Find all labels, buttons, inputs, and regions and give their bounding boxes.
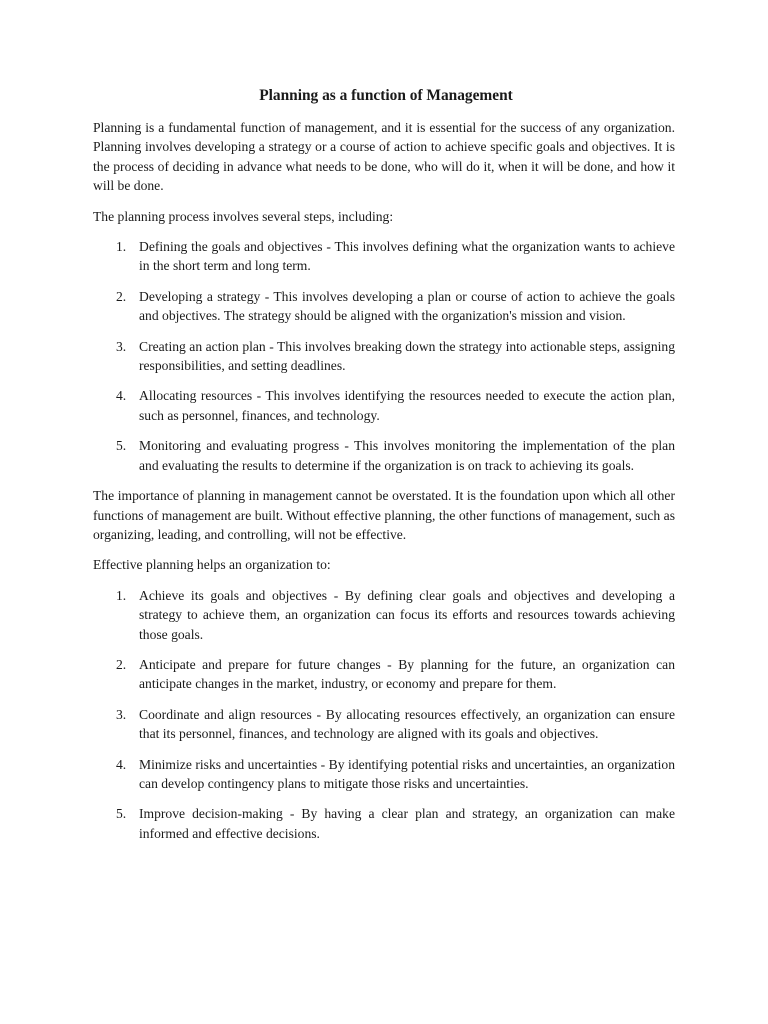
list-item-number: 2. [116, 656, 127, 672]
list-item-number: 4. [116, 756, 127, 772]
list-item [93, 337, 675, 376]
list-item-number: 3. [116, 338, 127, 354]
planning-benefits-list [93, 586, 675, 843]
list-item-text: Creating an action plan - This involves breaking down the strategy into actionable steps, assigning responsibilities, and setting deadlines. [139, 338, 675, 374]
list-item-text: Anticipate and prepare for future changes - By planning for the future, an organization can anticipate changes in the market, industry, or economy and prepare for them. [139, 656, 675, 692]
intro-paragraph: Planning is a fundamental function of management, and it is essential for the success of any organization. Planning involves developing a strategy or a course of action to achieve specific goals and objectives. It is the process of deciding in advance what needs to be done, who will do it, when it will be done, and how it will be done. [93, 120, 675, 194]
planning-steps-list [93, 237, 675, 475]
document-page [93, 86, 675, 854]
list-item [93, 705, 675, 744]
list-item-text: Achieve its goals and objectives - By defining clear goals and objectives and developing a strategy to achieve them, an organization can focus its efforts and resources towards achieving those goals. [139, 587, 675, 642]
list-item-text: Allocating resources - This involves identifying the resources needed to execute the action plan, such as personnel, finances, and technology. [139, 388, 675, 423]
list-item [93, 655, 675, 694]
benefits-heading: Effective planning helps an organization to: [93, 557, 331, 573]
list-item-number: 2. [116, 288, 127, 304]
list-item [93, 386, 675, 425]
list-item-number: 5. [116, 438, 127, 454]
list-item-number: 5. [116, 806, 127, 822]
importance-paragraph: The importance of planning in management cannot be overstated. It is the foundation upon which all other functions of management are built. Without effective planning, the other functions of management, such as organizing, leading, and controlling, will not be effective. [93, 488, 675, 542]
steps-heading: The planning process involves several steps, including: [93, 208, 394, 224]
list-item [93, 804, 675, 843]
list-item [93, 287, 675, 326]
list-item-number: 1. [116, 239, 127, 255]
list-item [93, 755, 675, 794]
list-item-text: Improve decision-making - By having a clear plan and strategy, an organization can make informed and effective decisions. [139, 806, 675, 841]
list-item-number: 3. [116, 706, 127, 722]
list-item [93, 586, 675, 644]
list-item [93, 436, 675, 475]
list-item-text: Developing a strategy - This involves developing a plan or course of action to achieve the goals and objectives. The strategy should be aligned with the organization's mission and vision. [139, 288, 675, 324]
document-title: Planning as a function of Management [259, 87, 513, 104]
list-item-text: Monitoring and evaluating progress - This involves monitoring the implementation of the plan and evaluating the results to determine if the organization is on track to achieving its goals. [139, 438, 675, 473]
list-item-text: Coordinate and align resources - By allocating resources effectively, an organization can ensure that its personnel, finances, and technology are aligned with its goals and objectives. [139, 706, 675, 742]
list-item-text: Minimize risks and uncertainties - By identifying potential risks and uncertainties, an organization can develop contingency plans to mitigate those risks and uncertainties. [139, 756, 675, 791]
list-item-number: 1. [116, 587, 127, 603]
list-item-number: 4. [116, 388, 127, 404]
list-item-text: Defining the goals and objectives - This involves defining what the organization wants to achieve in the short term and long term. [139, 239, 675, 274]
list-item [93, 237, 675, 276]
